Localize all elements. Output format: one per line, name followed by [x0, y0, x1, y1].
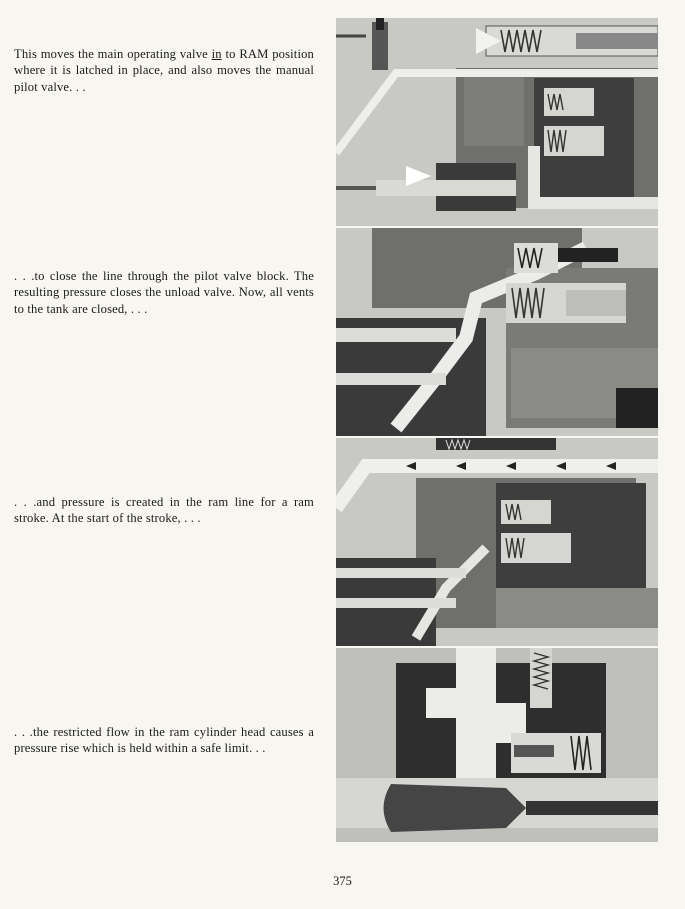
page-number: 375	[333, 874, 352, 888]
spring-icon	[501, 533, 571, 563]
caption-1-text-end: to RAM position where it is latched in place, and also moves the manual pilot valve. . .	[14, 47, 314, 94]
ram-cylinder-head-drawing	[336, 648, 658, 842]
illustration-ram-line	[336, 438, 658, 646]
illustration-ram-cylinder-head	[336, 648, 658, 842]
main-operating-valve-drawing	[336, 18, 658, 226]
caption-2: . . .to close the line through the pilot valve block. The resulting pressure closes the unload valve. Now, all vents to the tank are closed, . . .	[14, 269, 314, 316]
caption-1	[14, 46, 314, 95]
relief-valve-icon	[511, 733, 601, 773]
spring-icon	[530, 648, 552, 708]
caption-4: . . .the restricted flow in the ram cylinder head causes a pressure rise which is held within a safe limit. . .	[14, 725, 314, 756]
illustration-pilot-valve-block	[336, 228, 658, 436]
caption-1-text-start: This moves the main operating valve	[14, 47, 212, 61]
unload-valve-icon	[506, 283, 626, 323]
ram-line-drawing	[336, 438, 658, 646]
caption-3: . . .and pressure is created in the ram line for a ram stroke. At the start of the stroke, . . .	[14, 495, 314, 526]
pilot-valve-icon	[372, 18, 388, 70]
caption-1-emphasis: in	[211, 47, 222, 61]
pilot-valve-block-drawing	[336, 228, 658, 436]
oil-passage	[456, 648, 496, 798]
illustration-main-operating-valve	[336, 18, 658, 226]
